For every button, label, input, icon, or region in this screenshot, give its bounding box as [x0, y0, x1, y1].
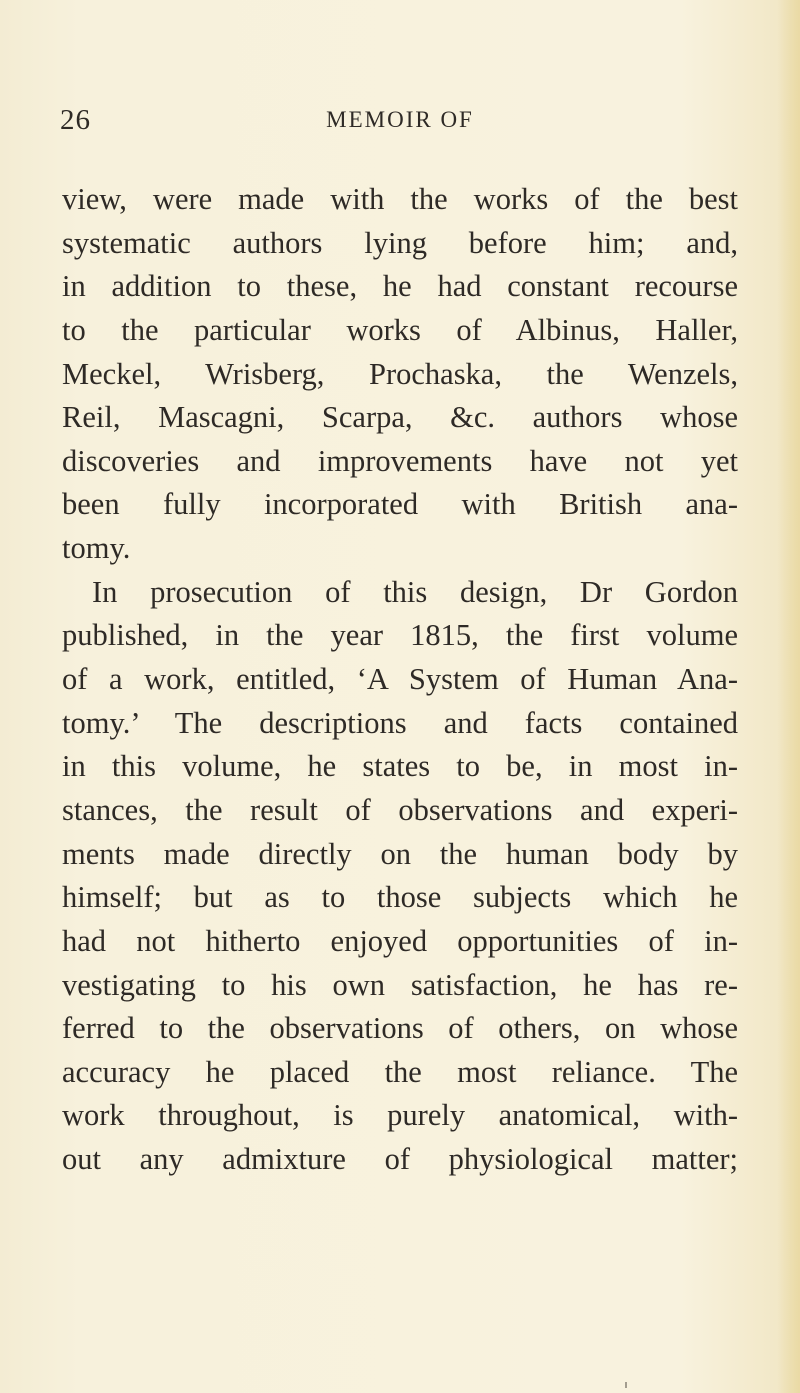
running-head-title: MEMOIR OF — [326, 107, 474, 132]
text-line-paragraph-end: tomy. — [62, 531, 131, 566]
text-line: tomy.’ The descriptions and facts contained — [62, 705, 738, 740]
text-line: published, in the year 1815, the first volume — [62, 618, 738, 653]
text-line: Reil, Mascagni, Scarpa, &c. authors whose — [62, 400, 738, 435]
text-line: out any admixture of physiological matter; — [62, 1142, 738, 1177]
running-head — [0, 104, 800, 144]
text-line-paragraph-start: In prosecution of this design, Dr Gordon — [92, 574, 738, 609]
text-line: discoveries and improvements have not yet — [62, 443, 738, 478]
text-line: accuracy he placed the most reliance. The — [62, 1054, 738, 1089]
text-line: work throughout, is purely anatomical, with- — [62, 1098, 738, 1133]
text-line: ments made directly on the human body by — [62, 836, 738, 871]
text-line: in this volume, he states to be, in most in- — [62, 749, 738, 784]
text-line: Meckel, Wrisberg, Prochaska, the Wenzels, — [62, 356, 738, 391]
text-line: view, were made with the works of the best — [62, 182, 738, 216]
paper-speck — [625, 1382, 627, 1388]
page-number: 26 — [60, 104, 91, 136]
text-line: to the particular works of Albinus, Haller, — [62, 312, 738, 347]
text-line: had not hitherto enjoyed opportunities of in- — [62, 923, 738, 958]
text-line: ferred to the observations of others, on whose — [62, 1011, 738, 1046]
page-edge-shading — [778, 0, 800, 1393]
body-text — [62, 178, 738, 1182]
text-line: systematic authors lying before him; and, — [62, 225, 738, 260]
text-line: of a work, entitled, ‘A System of Human Ana- — [62, 662, 738, 697]
text-line: vestigating to his own satisfaction, he has re- — [62, 967, 738, 1002]
text-line: himself; but as to those subjects which he — [62, 880, 738, 915]
text-line: stances, the result of observations and experi- — [62, 792, 738, 827]
text-line: been fully incorporated with British ana- — [62, 487, 738, 522]
text-line: in addition to these, he had constant recourse — [62, 269, 738, 304]
